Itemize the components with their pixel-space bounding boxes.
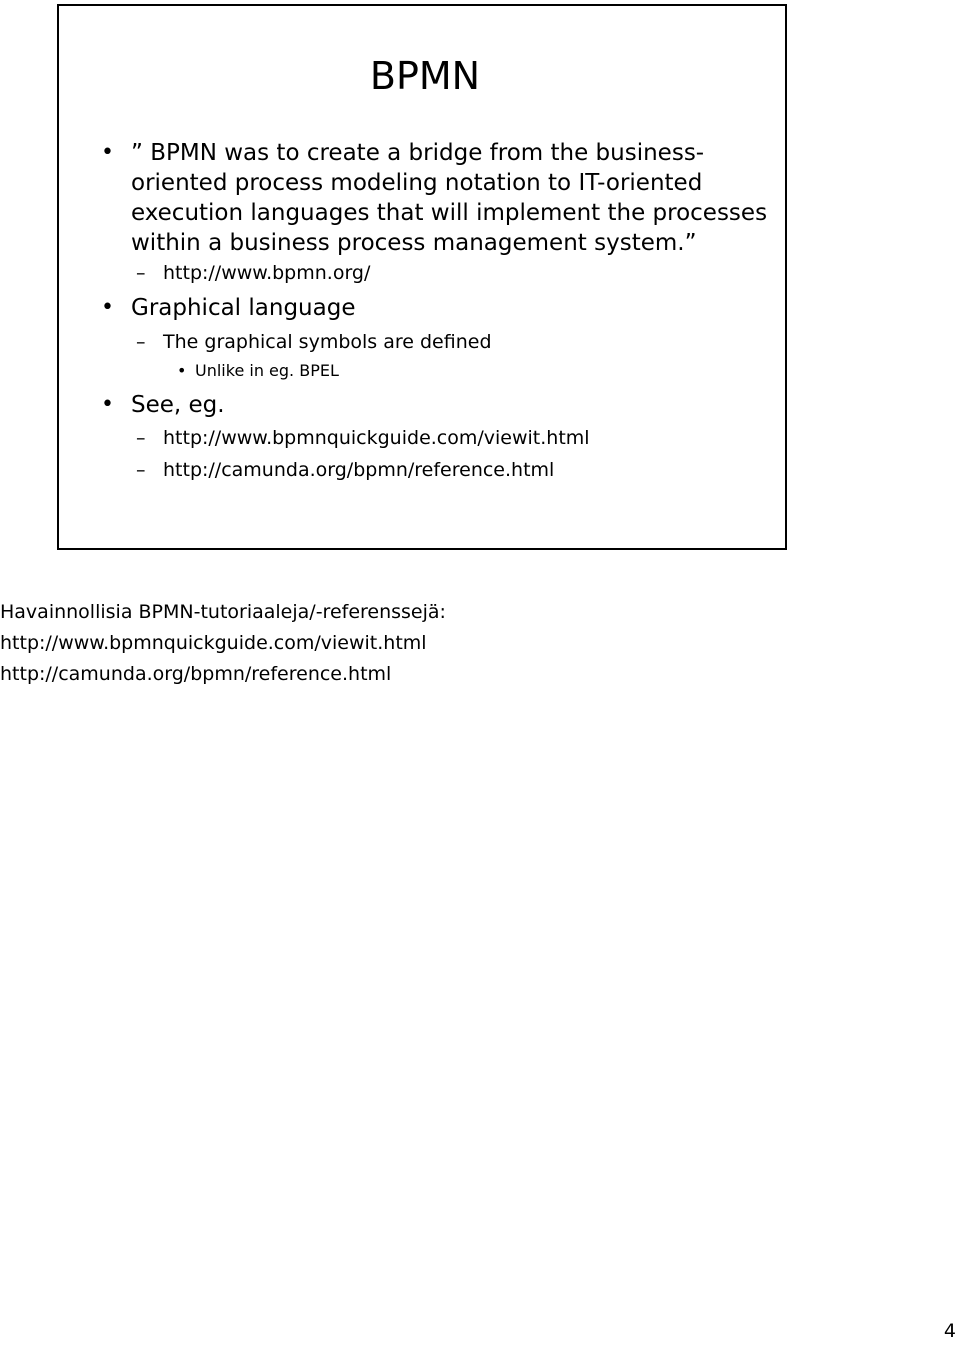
quickguide-link[interactable]: http://www.bpmnquickguide.com/viewit.html <box>163 427 590 449</box>
dash-marker: – <box>136 427 146 449</box>
bullet-graphical-language <box>101 293 356 323</box>
notes-link-camunda[interactable]: http://camunda.org/bpmn/reference.html <box>0 663 392 685</box>
bullet-quote-line-4: within a business process management system.” <box>131 230 697 256</box>
bullet-marker: • <box>177 361 187 380</box>
sub-bullet-bpmn-org <box>136 259 371 287</box>
dash-marker: – <box>136 331 146 353</box>
slide-bullet-list <box>59 6 785 548</box>
slide-title: BPMN <box>369 54 481 98</box>
bullet-quote-line-1: ” BPMN was to create a bridge from the business- <box>131 140 705 166</box>
camunda-link[interactable]: http://camunda.org/bpmn/reference.html <box>163 459 555 481</box>
dash-marker: – <box>136 459 146 481</box>
sub-bullet-quickguide <box>136 424 590 452</box>
sub-sub-bullet-text: Unlike in eg. BPEL <box>195 361 339 380</box>
bullet-see-eg <box>101 390 225 420</box>
speaker-notes <box>0 597 446 690</box>
sub-bullet-text: The graphical symbols are defined <box>163 331 492 353</box>
notes-line-heading: Havainnollisia BPMN-tutoriaaleja/-referenssejä: <box>0 601 446 623</box>
bullet-text: Graphical language <box>131 295 356 321</box>
bullet-marker: • <box>101 392 114 417</box>
page-number: 4 <box>943 1320 956 1342</box>
bullet-quote-line-3: execution languages that will implement the processes <box>131 200 768 226</box>
bullet-quote-line-2: oriented process modeling notation to IT-oriented <box>131 170 703 196</box>
bullet-marker: • <box>101 140 114 165</box>
bpmn-org-link[interactable]: http://www.bpmn.org/ <box>163 262 371 284</box>
sub-bullet-camunda <box>136 456 555 484</box>
dash-marker: – <box>136 262 146 284</box>
notes-link-quickguide[interactable]: http://www.bpmnquickguide.com/viewit.html <box>0 632 427 654</box>
bullet-text: See, eg. <box>131 392 225 418</box>
slide-frame <box>57 4 787 550</box>
sub-bullet-symbols-defined <box>136 328 492 356</box>
bullet-quote <box>101 138 768 258</box>
bullet-marker: • <box>101 295 114 320</box>
sub-sub-bullet-unlike-bpel <box>177 360 339 382</box>
